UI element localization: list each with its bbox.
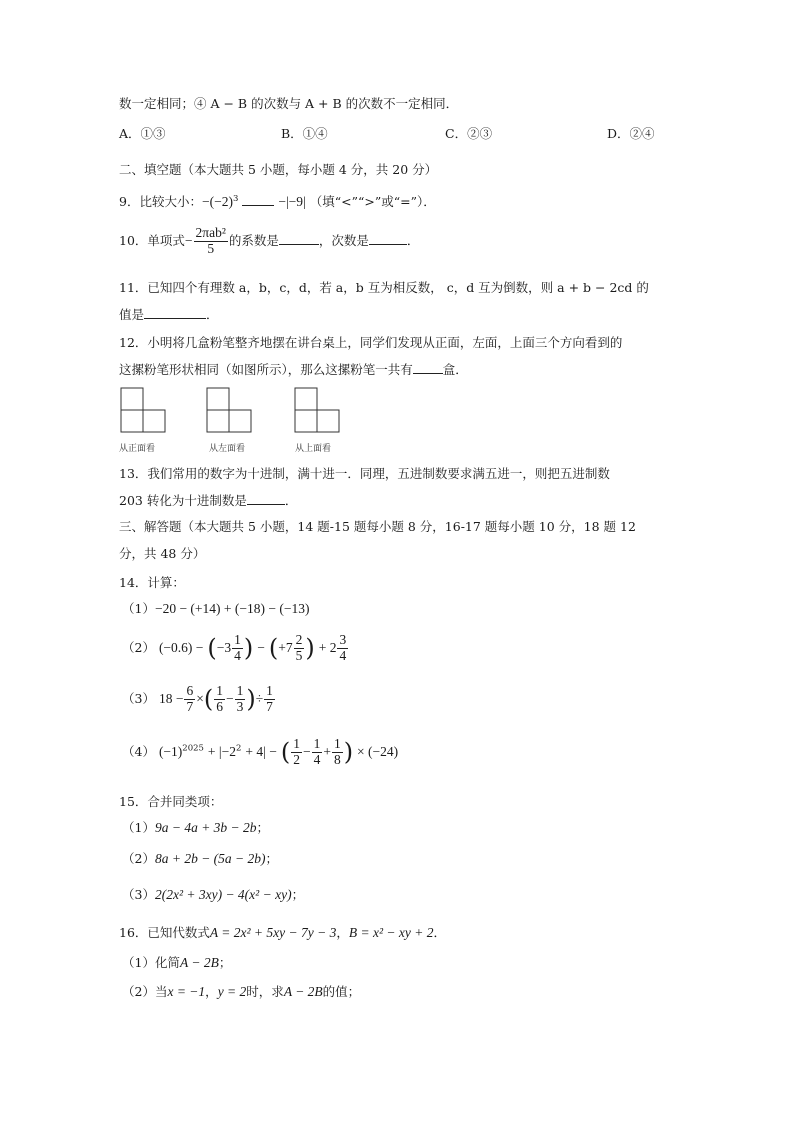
fraction [214,684,225,715]
question-16-part-1 [122,955,231,971]
question-10-minus: − [184,232,193,248]
section-2-heading: 二、填空题（本大题共 5 小题，每小题 4 分，共 20 分） [119,162,438,177]
fraction-denominator: 5 [207,240,215,256]
fraction-numerator: 6 [186,683,194,698]
times-sign: × [196,690,204,706]
fraction-denominator: 3 [236,698,244,714]
fraction [184,684,195,715]
section-3-heading: 三、解答题（本大题共 5 小题，14 题-15 题每小题 8 分，16-17 题每小题 10 分，18 题 12 [119,519,636,534]
fraction-denominator: 6 [216,698,223,714]
fraction-numerator: 1 [234,632,241,647]
question-10-coef-label: 的系数是 [228,232,279,248]
question-10-text: 10．单项式 [119,232,185,248]
exponent: 2 [235,743,242,754]
question-10-end: ． [406,232,420,248]
expression-term: (−0.6) − [158,639,204,655]
front-view-caption: 从正面看 [119,444,156,454]
question-13-text: 203 转化为十进制数是 [119,493,247,508]
right-paren: ) [305,633,315,662]
expression: A − 2B [283,984,323,999]
fraction-numerator: 1 [293,736,300,751]
right-paren: ) [343,737,354,766]
front-view [119,386,179,456]
question-8-tail: 数一定相同；④ A − B 的次数与 A + B 的次数不一定相同． [119,96,459,111]
minus-sign: − [257,639,265,655]
fraction-denominator: 4 [339,647,347,663]
question-14-part-4 [122,737,398,768]
part-text: 时，求 [246,984,284,999]
answer-blank [413,361,443,374]
answer-blank [144,306,206,319]
expression: 8a + 2b − (5a − 2b) [154,851,266,866]
fraction-denominator: 2 [293,751,300,767]
answer-blank [242,193,274,206]
fraction-denominator: 8 [333,751,341,767]
question-12-text: 这摞粉笔形状相同（如图所示），那么这摞粉笔一共有 [119,362,413,377]
fraction-denominator: 4 [313,751,321,767]
fraction-denominator: 7 [186,698,194,714]
question-16-text: 16．已知代数式 [119,925,210,940]
question-12-line-2 [119,361,468,377]
fraction-denominator: 7 [266,698,273,714]
fraction [235,684,246,715]
punctuation: ； [265,851,279,866]
punctuation: ， [336,925,349,940]
question-16-part-2 [122,984,360,1000]
question-11-line-2 [119,306,219,322]
fraction [312,737,323,768]
part-number: （1） [122,820,155,835]
fraction-numerator: 1 [333,736,341,751]
minus-sign: − [302,743,311,759]
question-9-text: 9．比较大小： [119,194,202,209]
question-14-part-2 [122,633,349,664]
punctuation: ； [218,955,232,970]
section-3-heading-cont: 分，共 48 分） [119,546,206,561]
question-15-part-1 [122,820,269,836]
left-paren: ( [280,737,291,766]
expression: 9a − 4a + 3b − 2b [154,820,257,835]
question-8-options [119,124,679,142]
expression-term: + 4| − [245,743,277,759]
expression-term: 18 − [158,690,184,706]
question-12-line-1: 12．小明将几盒粉笔整齐地摆在讲台桌上，同学们发现从正面，左面，上面三个方向看到的 [119,335,623,350]
x-value: x = −1 [167,984,206,999]
left-paren: ( [268,633,279,662]
fraction-numerator: 2 [295,632,303,647]
left-view [205,386,265,456]
expression: A − 2B [179,955,219,970]
plus-sign: + [323,743,331,759]
expression: −20 − (+14) + (−18) − (−13) [154,601,310,616]
punctuation: ． [433,925,447,940]
fraction-numerator: 2πab² [195,225,226,240]
fraction-denominator: 5 [295,647,303,663]
option-d: D．②④ [607,126,655,141]
expression-tail: × (−24) [357,743,399,759]
expression-b: B = x² − xy + 2 [348,925,434,940]
fraction [294,633,305,664]
right-paren: ) [243,633,254,662]
question-11-line-1: 11．已知四个有理数 a，b，c，d，若 a，b 互为相反数， c，d 互为倒数，则 a + b − 2cd 的 [119,280,649,295]
right-paren: ) [246,684,256,713]
left-paren: ( [203,684,214,713]
part-number: （3） [122,690,155,706]
fraction [264,684,275,715]
expression: 2(2x² + 3xy) − 4(x² − xy) [154,887,292,902]
question-13-line-2 [119,492,297,508]
expression-term: + |−2 [207,743,236,759]
part-number: （3） [122,887,155,902]
answer-blank [369,232,407,245]
punctuation: ； [256,820,270,835]
question-9-left: −(−2) [201,194,233,209]
question-9-exponent: 3 [232,193,239,204]
left-paren: ( [207,633,217,662]
fraction [337,633,348,664]
question-13-line-1: 13．我们常用的数字为十进制，满十进一．同理，五进制数要求满五进一，则把五进制数 [119,466,610,481]
question-9 [119,193,436,210]
question-9-right: −|−9| [278,194,306,209]
fraction-numerator: 1 [313,736,321,751]
left-view-caption: 从左面看 [209,444,246,454]
part-number: （2） [122,639,155,655]
fraction-numerator: 1 [216,683,223,698]
fraction [332,737,343,768]
option-a: A．①③ [119,126,166,141]
top-view [293,386,353,456]
three-views-figure [119,386,359,456]
question-11-text: 值是 [119,307,145,322]
expression-a: A = 2x² + 5xy − 7y − 3 [209,925,337,940]
part-number: （1） [122,601,155,616]
left-view-drawing [205,386,255,436]
question-16 [119,925,446,941]
front-view-drawing [119,386,169,436]
fraction [291,737,302,768]
top-view-drawing [293,386,343,436]
question-15: 15．合并同类项： [119,794,223,809]
question-13-end: ． [284,493,298,508]
mixed-int: +7 [278,639,293,655]
y-value: y = 2 [217,984,247,999]
option-c: C．②③ [445,126,493,141]
fraction-numerator: 1 [236,683,244,698]
exponent: 2025 [182,743,204,754]
question-14-part-1 [122,601,309,617]
divide-sign: ÷ [255,690,264,706]
part-text: （2）当 [122,984,168,999]
question-14-part-3 [122,684,276,715]
part-number: （4） [122,743,155,759]
question-14: 14．计算： [119,575,185,590]
question-15-part-3 [122,887,304,903]
question-10-fraction [194,226,228,257]
question-11-end: ． [206,307,219,322]
question-9-instruction: （填“<”“>”或“=”）． [309,194,436,209]
fraction-denominator: 4 [234,647,241,663]
punctuation: ； [291,887,305,902]
minus-sign: − [225,690,234,706]
mixed-int: + 2 [318,639,337,655]
question-12-end: 盒． [442,362,468,377]
part-text: 的值； [322,984,361,999]
punctuation: ， [205,984,218,999]
part-text: （1）化简 [122,955,180,970]
fraction [232,633,243,664]
part-number: （2） [122,851,155,866]
expression-base: (−1) [158,743,183,759]
top-view-caption: 从上面看 [295,444,332,454]
question-10-degree-label: ，次数是 [318,232,369,248]
option-b: B．①④ [281,126,328,141]
answer-blank [279,232,319,245]
answer-blank [247,492,285,505]
fraction-numerator: 1 [266,683,273,698]
fraction-numerator: 3 [339,632,347,647]
question-10 [119,226,419,257]
mixed-int: −3 [216,639,232,655]
question-15-part-2 [122,851,278,867]
